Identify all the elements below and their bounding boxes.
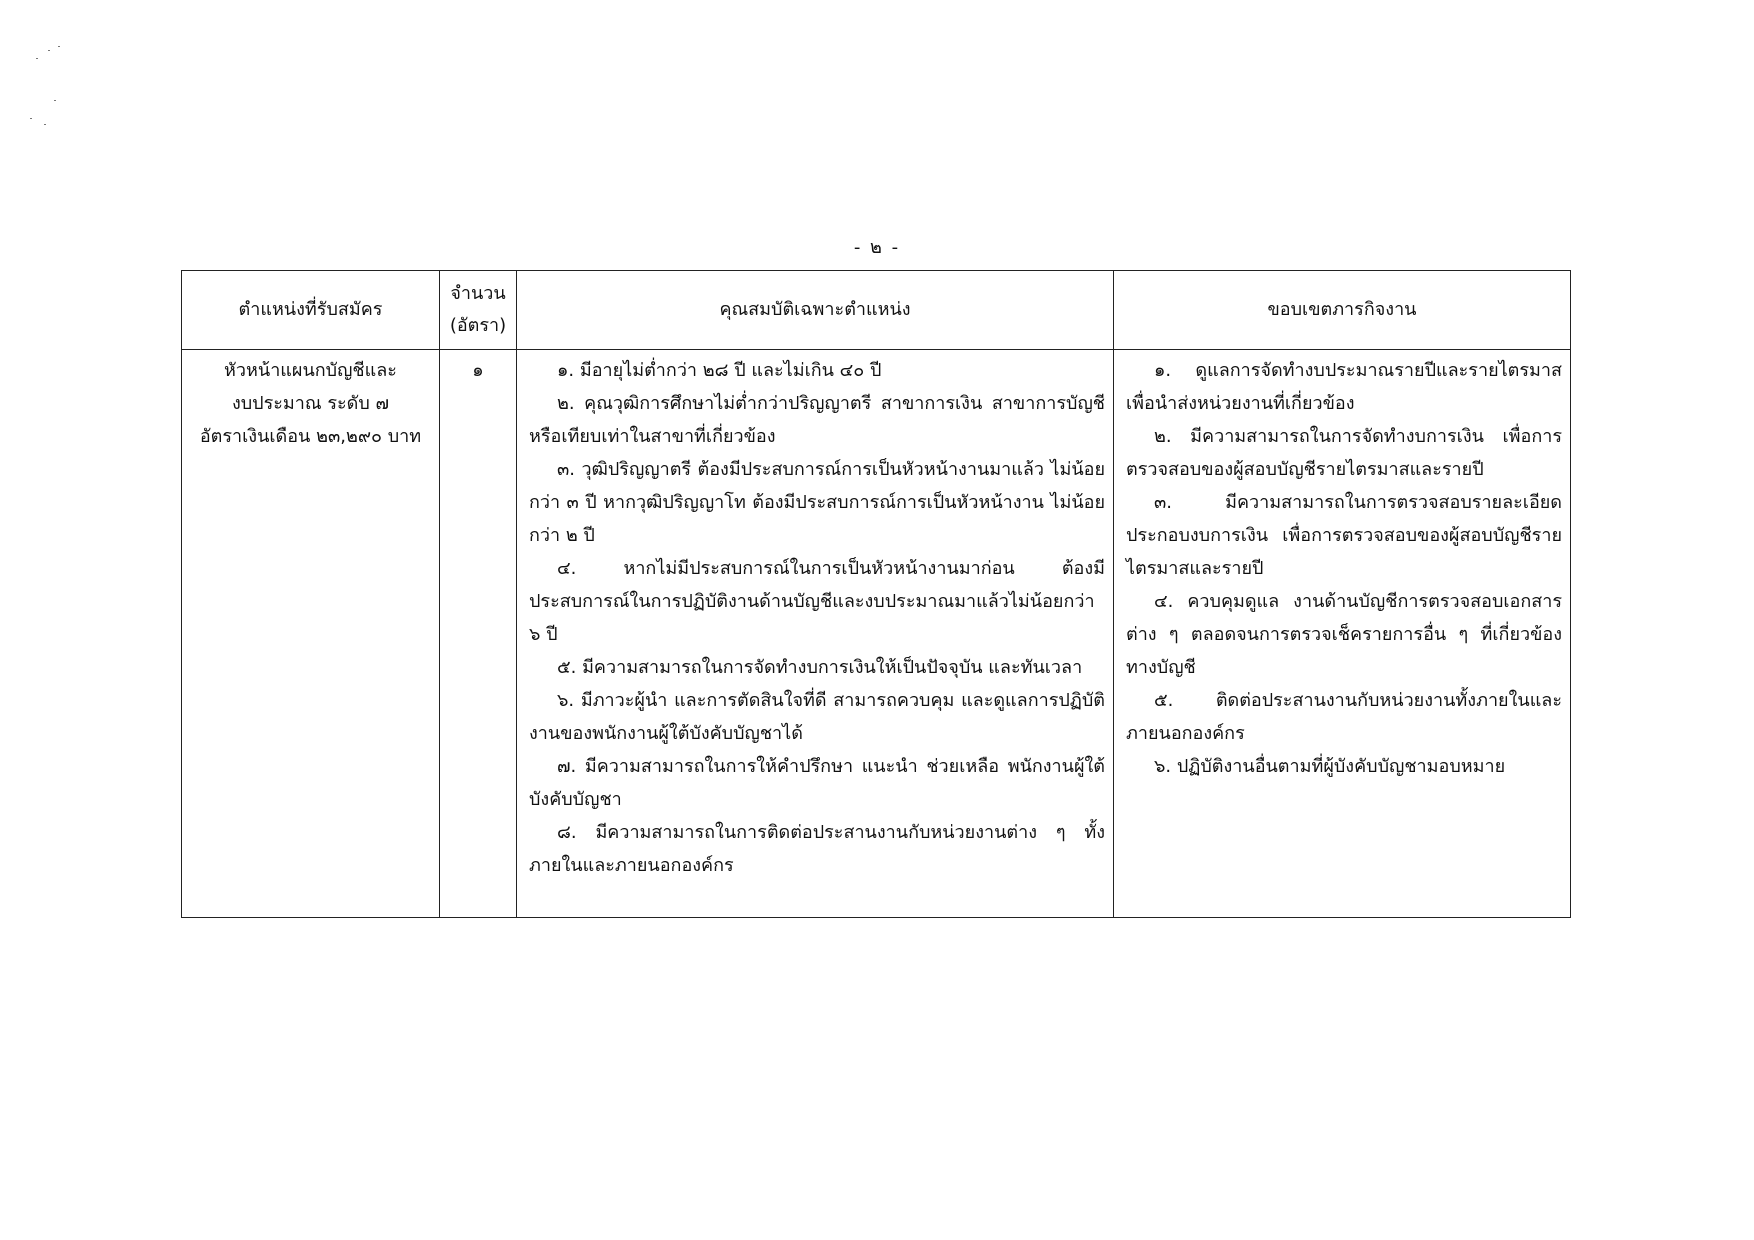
count-cell: ๑ [440, 350, 517, 918]
header-count [440, 271, 517, 350]
position-line: หัวหน้าแผนกบัญชีและ [224, 360, 397, 381]
qualification-item: ๘. มีความสามารถในการติดต่อประสานงานกับหน่วยงานต่าง ๆ ทั้งภายในและภายนอกองค์กร [529, 822, 1105, 876]
position-line: งบประมาณ ระดับ ๗ [231, 393, 390, 414]
scope-item: ๖. ปฏิบัติงานอื่นตามที่ผู้บังคับบัญชามอบหมาย [1154, 756, 1506, 777]
table-header-row [182, 271, 1571, 350]
scope-item: ๒. มีความสามารถในการจัดทำงบการเงิน เพื่อการตรวจสอบของผู้สอบบัญชีรายไตรมาสและรายปี [1126, 426, 1562, 480]
qualification-item: ๔. หากไม่มีประสบการณ์ในการเป็นหัวหน้างานมาก่อน ต้องมีประสบการณ์ในการปฏิบัติงานด้านบัญชีและงบประมาณมาแล้วไม่น้อยกว่า ๖ ปี [529, 558, 1105, 645]
scope-item: ๑. ดูแลการจัดทำงบประมาณรายปีและรายไตรมาสเพื่อนำส่งหน่วยงานที่เกี่ยวข้อง [1126, 360, 1562, 414]
scope-item: ๔. ควบคุมดูแล งานด้านบัญชีการตรวจสอบเอกสารต่าง ๆ ตลอดจนการตรวจเช็ครายการอื่น ๆ ที่เกี่ยวข้องทางบัญชี [1126, 591, 1562, 678]
header-position: ตำแหน่งที่รับสมัคร [182, 271, 440, 350]
position-line: อัตราเงินเดือน ๒๓,๒๙๐ บาท [199, 426, 422, 447]
qualification-item: ๓. วุฒิปริญญาตรี ต้องมีประสบการณ์การเป็นหัวหน้างานมาแล้ว ไม่น้อยกว่า ๓ ปี หากวุฒิปริญญาโท ต้องมีประสบการณ์การเป็นหัวหน้างาน ไม่น้อยกว่า ๒ ปี [529, 459, 1105, 546]
job-table [181, 270, 1571, 918]
qualification-item: ๒. คุณวุฒิการศึกษาไม่ต่ำกว่าปริญญาตรี สาขาการเงิน สาขาการบัญชี หรือเทียบเท่าในสาขาที่เกี่ยวข้อง [529, 393, 1105, 447]
qualifications-cell [517, 350, 1114, 918]
position-cell [182, 350, 440, 918]
header-qualifications: คุณสมบัติเฉพาะตำแหน่ง [517, 271, 1114, 350]
scope-item: ๓. มีความสามารถในการตรวจสอบรายละเอียดประกอบงบการเงิน เพื่อการตรวจสอบของผู้สอบบัญชีรายไตรมาสและรายปี [1126, 492, 1562, 579]
scope-cell [1114, 350, 1571, 918]
qualification-item: ๗. มีความสามารถในการให้คำปรึกษา แนะนำ ช่วยเหลือ พนักงานผู้ใต้บังคับบัญชา [529, 756, 1105, 810]
table-row [182, 350, 1571, 918]
header-scope: ขอบเขตภารกิจงาน [1114, 271, 1571, 350]
page-number: - ๒ - [853, 237, 901, 258]
scope-item: ๕. ติดต่อประสานงานกับหน่วยงานทั้งภายในและภายนอกองค์กร [1126, 690, 1562, 744]
qualification-item: ๕. มีความสามารถในการจัดทำงบการเงินให้เป็นปัจจุบัน และทันเวลา [557, 657, 1083, 678]
qualification-item: ๖. มีภาวะผู้นำ และการตัดสินใจที่ดี สามารถควบคุม และดูแลการปฏิบัติงานของพนักงานผู้ใต้บังคับบัญชาได้ [529, 690, 1105, 744]
header-count-line1: จำนวน [450, 283, 506, 304]
qualification-item: ๑. มีอายุไม่ต่ำกว่า ๒๘ ปี และไม่เกิน ๔๐ ปี [557, 360, 882, 381]
header-count-line2: (อัตรา) [449, 315, 507, 336]
